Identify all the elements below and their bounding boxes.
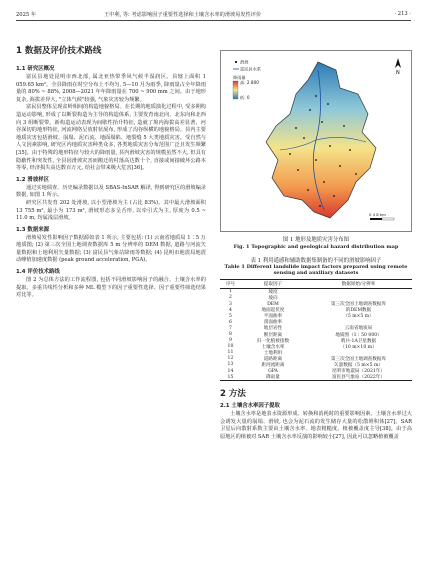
table-cell: 5 [229,313,232,319]
table-header-cell: 数据原始/分辨率 [305,279,412,288]
table-cell: 9 [229,338,232,344]
body-paragraph: 富民县地处昆明市西北部, 属北亚热带季风气候半湿润区。县辖上面积 1 059.65 km²。全县降雨在时空分布上不均匀, 5—10 月为雨季, 降雨量占全年降雨量的 80% ~ 88%, 2008—2021 年年降雨量在 700 ~ 900 mm 之间。由于地形复杂, 海拔差异大, "立体气候"较强, 气象灾害较为频繁。 [16,74,206,103]
table-cell: 2 [229,295,232,301]
table-row [220,374,412,381]
table-cell: 土地利用 [263,350,283,356]
table-cell: 8 [229,332,232,338]
table-cell: 坡度 [268,289,278,295]
body-paragraph: 图 2 为总体方法的工作流程图, 包括不同滑坡影响因子的融合、土壤含水率的提取、多重共线性分析和多种 ML 模型下的因子重要性选择、因子重要性筛选结果对比等。 [16,277,206,299]
table-cell: 10 [227,344,234,350]
subsection-heading: 1.1 研究区概况 [16,66,55,72]
table-cell: 第三次全国土地调查数据库 [330,302,387,308]
table-cell: 哨兵-1A卫星数据 [340,338,377,344]
table-cell: 矢量数据（5 m×5 m） [334,362,383,368]
table-cell: 剖面曲率 [263,320,283,326]
table-cell: 降雨量 [241,374,305,381]
table-cell: 14 [227,368,234,374]
subsection-heading: 1.3 数据来源 [16,226,49,233]
table-caption-en: Table 1 Different landslide impact factors prepared using remote sensing and auxiliary datasets [224,264,408,277]
table-cell: 土壤含水率 [261,344,285,350]
landslide-distribution-map [220,50,412,232]
paragraph-2-1: 土壤含水率是地表水资源形成、转换和消耗时的重要影响因素。土壤含水率过大会诱发大量的崩塌、滑坡, 也会为泥石流的发生储存大量的松散堆积体[27]。SAR 卫星后向散射系数主要由土壤含水率、地表粗糙度、植被覆盖度主导[38]。由于高原地区的植被对 SAR 土壤含水率反演的影响较小[27], 因此可以忽略植被覆盖 [220,411,412,440]
table-cell: 15 [220,374,241,381]
subsection-2-1: 2.1 土壤含水率因子提取 [220,403,280,410]
table-header-cell: 序号 [220,279,241,288]
legend-rain-title: 降雨量 [233,75,246,80]
table-cell: 4 [229,307,232,313]
table-cell: 平面曲率 [263,314,283,320]
table-cell: （10 m×10 m） [340,344,377,350]
figure-caption-en: Fig. 1 Topographic and geological hazard distribution map [233,244,399,250]
figure-caption-cn: 图 1 地形及地质灾害分布图 [282,237,350,243]
table-cell: 11 [227,350,234,356]
table-cell: 距河流距离 [261,362,285,368]
legend-low: 低: 0 [240,95,250,100]
map-svg [220,50,412,232]
table-cell: 12 [227,356,234,362]
table-cell: 道路距离 [263,356,283,362]
table-cell: 第三次全国土地调查数据库 [330,356,387,362]
legend-landslide: 滑坡 [240,59,249,65]
legend-boundary: 富民县水系 [240,66,261,72]
subsection-heading: 1.2 滑坡样区 [16,176,49,183]
section-2-heading: 2 方法 [220,389,246,400]
table-cell [305,288,412,295]
header-year: 2025 年 [16,12,37,18]
table-cell: 云南省地质局 [344,326,373,332]
table-cell: 富民县气象站（2022年） [305,374,412,381]
table-cell: 7 [229,325,232,331]
right-column [220,50,412,442]
table-cell: DEM [267,301,279,307]
table-cell: （5 m×5 m） [343,314,374,320]
table-cell: 地面起伏度 [261,308,285,314]
subsection-heading: 1.4 评价技术路线 [16,269,60,276]
body-paragraph: 研究区共发育 202 处滑坡, 以小型滑坡为主 (占比 83%)。其中最大滑坡面积 13 755 m², 最小为 173 m², 滑坡形态多呈舌形, 以牵引式为主, 厚度为 0.5 ~ 11.0 m, 均属浅层滑坡。 [16,199,206,222]
body-paragraph: 富民县整体呈现盆岭相间的构造地貌格局。在长期的地质演化过程中, 受多期构造运动影响, 形成了以断裂构造为主导的构造体系, 主要发育南北向、北东向和北西向 3 组断裂带。新构造运动表现为间歇性抬升特征, 造就了境内海拔高差显著、河谷深切的地形特征, 河流网络呈放射状展布, 形成了沟谷纵横的地貌格局。县内主要地质灾害包括滑坡、崩塌、泥石流、地面塌陷、地裂缝 5 大类地质灾害。受自然与人文因素影响, 研究区内地质灾害种类众多, 各类地质灾害分布范围广泛且发生频繁[35]。由于特殊的地形特征与较大的降雨量, 县内滑坡灾害的规模虽然不大, 但具有隐蔽性和突发性, 全县因滑坡灾害而搬迁的村落高达数十个, 直接或间接破坏公路本等零, 经济损失高达数百万元, 给社会带来极大危害[36]。 [16,104,206,172]
table-cell: GPA [268,368,278,374]
svg-text:N: N [396,70,400,76]
table-caption-cn: 表 1 利用遥感和辅助数据集制备的不同的滑坡影响因子 [250,258,382,264]
legend-high: 高: 2 800 [240,80,259,85]
table-cell: 坡向 [268,295,278,301]
table-cell: 地层岩性 [263,326,283,332]
table-row [220,288,412,295]
running-header [16,10,411,21]
section-1-heading: 1 数据及评价技术路线 [16,46,102,56]
table-cell: 13 [227,362,234,368]
table-header-cell: 提取因子 [241,279,305,288]
header-page: · 213 · [394,11,411,17]
svg-text:0 4 8 km: 0 4 8 km [369,212,386,217]
table-cell: 的DEM数据 [345,308,372,314]
table-cell: 3 [229,301,232,307]
body-paragraph: 通过实地调查、历史编录数据以及 SBAS-InSAR 解译, 得到研究区的滑坡编录数据, 如图 1 所示。 [16,184,206,199]
body-paragraph: 滑坡易发性影响因子数据源如表 1 所示, 主要包括: (1) 云南省地质局 1∶5 万地质图; (2) 第三次全国土地调查数据库 5 m 分辨率的 DEM 数据, 道路与河流矢量数据和土地利用矢量数据; (3) 富民县气象站降雨等数据; (4) 昆明市地震局地震动峰值加速度数据 (peak ground acceleration, PGA)。 [16,234,206,264]
factor-table [220,279,412,381]
table-cell: 归一化植被指数 [256,338,290,344]
header-title: 王中利, 等: 考虑影响因子重要性选择和土壤含水率的滑坡易发性评价 [104,12,262,18]
table-cell: 断层距离 [263,332,283,338]
left-column [16,62,206,300]
table-cell: 6 [229,319,232,325]
table-cell: 1 [229,289,232,295]
table-cell: 昆明市地震局（2021年） [331,369,385,375]
table-cell: 地质图（1∶50 000） [335,332,382,338]
